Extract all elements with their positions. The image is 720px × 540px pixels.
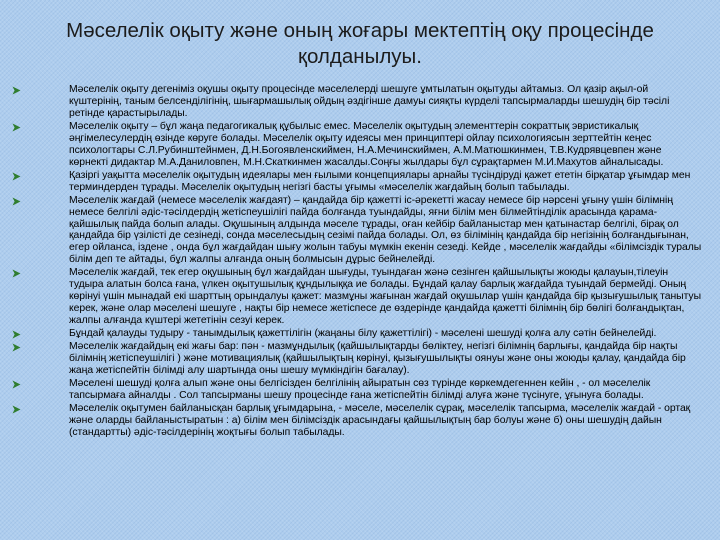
arrowhead-bullet-icon <box>12 86 21 95</box>
list-item <box>12 328 702 340</box>
list-item <box>12 195 702 266</box>
list-item <box>12 170 702 194</box>
list-item <box>12 84 702 120</box>
list-item-text: Мәселелік жағдай (немесе мәселелік жағдаят) – қандайда бір қажетті іс-әрекетті жасау немесе бір нәрсені ұғыну үшін білімнің немесе белгілі әдіс-тәсілдердің жетіспеушілігі пайда болғанда туындайды, яғни білім мен білмейтінділік арасында қарама-қайшылық пайда болып алады. Оқушының алдында мәселе тұрады, оған кейбір байланыстар мен қатынастар белгілі, бірақ ол қандайда бір үзілісті де сезінеді, сонда мәселесыдың сезімі пайда болады. Ол, өз білімінің қандайда бір негізінің болғандығынан, егер ойланса, іздене , онда бұл жағдайдан шығу жолын табуы мүмкін екенін сезеді. Кейде , мәселелік жағдайды «білімсіздік туралы білім деп те айтады, бұл жалпы алғанда оның болмысын дұрыс бейнелейді. <box>69 194 702 266</box>
arrowhead-bullet-icon <box>12 380 21 389</box>
list-item-text: Мәселелік жағдай, тек егер оқушының бұл жағдайдан шығуды, туындаған жәнә сезінген қайшылықты жоюды қалауын,тілеуін тудыра алатын болса ғана, үлкен оқытушылық құндылыққа ие болады. Бұндай қалау барлық жағдайда туындай бермейді. Оның көрінуі үшін мынадай екі шарттың орындалуы қажет: мазмұны жағынан жағдай оқушылар үшін қандайда бір қызығушылық танытуы керек, және олар мәселені шешуге , нақты бір немесе жетіспесе де өздерінде қандайда қажетті білімнің бір бөлігі болғандықтан, жалпы алғанда күштері жететінін сезуі керек. <box>69 267 701 326</box>
list-item <box>12 121 702 169</box>
list-item <box>12 403 702 439</box>
list-item <box>12 267 702 327</box>
list-item-text: Мәселелік оқытумен байланысқан барлық ұғымдарына, - мәселе, мәселелік сұрақ, мәселелік тапсырма, мәселелік жағдай - ортақ және оларды байланыстыратын : а) білім мен білімсіздік арасындағы қайшылықтың бар болуы және б) оны шешудің дайын (стандартты) әдіс-тәсілдерінің жоқтығы болып табылады. <box>69 403 691 438</box>
arrowhead-bullet-icon <box>12 123 21 132</box>
list-item-text: Мәселелік жағдайдың екі жағы бар: пән - мазмұндылық (қайшылықтарды бөліктеу, негізгі білімнің барлығы, қандайда бір нақты білімнің жетіспеушілігі ) және мотивациялық (қайшылықтың көрінуі, қызығушылықты оянуы және оны жоюды қалау, қандайда бір жаңа жетіспейтін білімді алу шартында оны шешу мүмкіндігін бағалау). <box>69 341 686 376</box>
arrowhead-bullet-icon <box>12 172 21 181</box>
list-item <box>12 341 702 377</box>
arrowhead-bullet-icon <box>12 343 21 352</box>
list-item-text: Қазіргі уақытта мәселелік оқытудың идеялары мен ғылыми концепциялары арнайы түсіндіруді қажет ететін бірқатар ұғымдар мен терминдерден тұрады. Мәселелік оқытудың негізгі басты ұғымы «мәселелік жағдайың болып табылады. <box>69 169 691 193</box>
list-item <box>12 378 702 402</box>
list-item-text: Бұндай қалауды тудыру - танымдылық қажеттілігін (жаңаны білу қажеттілігі) - мәселені шешуді қолға алу сәтін бейнелейді. <box>69 328 657 340</box>
arrowhead-bullet-icon <box>12 405 21 414</box>
slide-title: Мәселелік оқыту және оның жоғары мектептің оқу процесінде қолданылуы. <box>66 19 654 68</box>
bullet-list <box>12 84 702 536</box>
arrowhead-bullet-icon <box>12 269 21 278</box>
list-item-text: Мәселелік оқыту дегеніміз оқушы оқыту процесінде мәселелерді шешуге ұмтылатын оқытуды айтамыз. Ол қазір ақыл-ой күштерінің, таным белсенділігінің, шығармашылық ойдың әздігінше дамуы сияқты күрделі тапсырмаларды шешудің бір тәсілі ретінде қарастырылады. <box>69 84 670 119</box>
list-item-text: Мәселені шешуді қолға алып және оны белгісізден белгілінің айыратын сөз түрінде көркемдегеннен кейін , - ол мәселелік тапсырмаға айналды . Сол тапсырманы шешу процесінде ғана жетіспейтін білімді алуға және түсінуге, ұғынуға болады. <box>69 378 651 401</box>
arrowhead-bullet-icon <box>12 330 21 339</box>
arrowhead-bullet-icon <box>12 197 21 206</box>
list-item-text: Мәселелік оқыту – бұл жаңа педагогикалық құбылыс емес. Мәселелік оқытудың элементтерін сократтық эвристикалық әңгімелесулердің өзінде көруге болады. Мәселелік оқыту идеясы мен принциптері ойлау психологиясын зерттейтін кеңес психологтары С.Л.Рубинштейнмен, Д.Н.Богоявленскиймен, Н.А.Мечинскиймен, А.М.Матюшкинмен, Т.В.Кудрявцевпен және көрнекті дидактар М.А.Даниловпен, М.Н.Скаткинмен жасалды.Соңғы жылдары бұл сұрақтармен М.И.Махутов айналысады. <box>69 120 664 168</box>
